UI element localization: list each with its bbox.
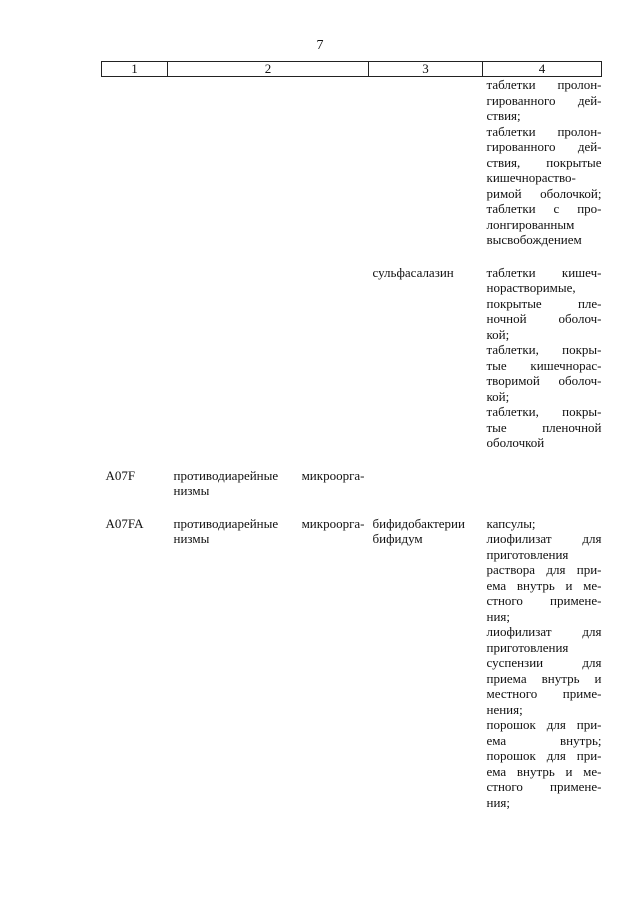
dosage-forms-cell-line: ния; xyxy=(486,608,511,624)
dosage-forms-cell-line: раствора для при- xyxy=(486,562,602,577)
dosage-forms-cell-line: приготовления xyxy=(486,546,569,562)
dosage-forms-cell-line: порошок для при- xyxy=(486,748,602,763)
dosage-forms-cell-line: покрытые пле- xyxy=(486,295,602,311)
atc-group-cell-line: низмы xyxy=(173,531,210,546)
dosage-forms-cell-line: лиофилизат для xyxy=(486,624,602,639)
dosage-forms-cell-line: лонгированным xyxy=(486,216,575,232)
dosage-forms-cell-line: стного примене- xyxy=(486,593,602,608)
table-row xyxy=(102,77,602,248)
dosage-forms-cell-line: приема внутрь и xyxy=(486,670,602,686)
row-spacer xyxy=(102,499,602,516)
dosage-forms-cell-line: кой; xyxy=(486,388,510,404)
drug-name-cell-line: сульфасалазин xyxy=(372,264,454,280)
table-header xyxy=(102,62,602,77)
atc-group-cell xyxy=(168,77,369,248)
dosage-forms-cell-line: гированного дей- xyxy=(486,92,602,108)
row-spacer xyxy=(102,248,602,265)
dosage-forms-cell-line: ема внутрь; xyxy=(486,732,602,748)
row-spacer xyxy=(102,451,602,468)
dosage-forms-cell-line: ствия, покрытые xyxy=(486,154,602,170)
dosage-forms-cell-line: ема внутрь и ме- xyxy=(486,763,602,779)
dosage-forms-cell-line: римой оболочкой; xyxy=(486,185,602,201)
atc-group-cell-line: противодиарейные микроорга- xyxy=(173,467,365,483)
drug-name-cell-line: бифидум xyxy=(372,531,423,546)
table-row xyxy=(102,516,602,811)
dosage-forms-cell-line: кишечнораство- xyxy=(486,170,576,185)
atc-group-cell-line: низмы xyxy=(173,483,210,498)
header-col-2: 2 xyxy=(168,62,369,77)
atc-code-cell xyxy=(102,77,168,248)
atc-code-cell xyxy=(102,265,168,451)
header-col-1: 1 xyxy=(102,62,168,77)
dosage-forms-cell-line: таблетки пролон- xyxy=(486,123,602,139)
dosage-forms-cell xyxy=(483,468,602,499)
dosage-forms-cell-line: нения; xyxy=(486,701,523,717)
atc-code-cell: A07FA xyxy=(105,515,144,531)
table-body xyxy=(102,77,602,811)
dosage-forms-cell-line: стного примене- xyxy=(486,779,602,794)
dosage-forms-cell-line: норастворимые, xyxy=(486,280,576,295)
dosage-forms-cell-line: таблетки, покры- xyxy=(486,404,602,419)
dosage-forms-cell-line: приготовления xyxy=(486,639,569,655)
atc-group-cell-line: противодиарейные микроорга- xyxy=(173,515,365,531)
dosage-forms-cell-line: местного приме- xyxy=(486,686,602,701)
dosage-forms-cell-line: капсулы; xyxy=(486,515,536,531)
drug-name-cell xyxy=(369,516,483,811)
dosage-forms-cell-line: ночной оболоч- xyxy=(486,311,602,326)
dosage-forms-cell-line: лиофилизат для xyxy=(486,531,602,546)
dosage-forms-cell-line: ствия; xyxy=(486,108,521,123)
atc-group-cell xyxy=(168,265,369,451)
atc-group-cell xyxy=(168,516,369,811)
drug-name-cell xyxy=(369,265,483,451)
drug-name-cell xyxy=(369,77,483,248)
drug-name-cell-line: бифидобактерии xyxy=(372,515,465,531)
drug-name-cell xyxy=(369,468,483,499)
dosage-forms-cell-line: тые кишечнорас- xyxy=(486,357,602,373)
atc-code-cell: A07F xyxy=(105,467,136,483)
dosage-forms-cell-line: тые пленочной xyxy=(486,419,602,435)
dosage-forms-cell-line: гированного дей- xyxy=(486,139,602,154)
dosage-forms-cell-line: таблетки кишеч- xyxy=(486,264,602,280)
dosage-forms-cell-line: ния; xyxy=(486,794,511,810)
dosage-forms-cell xyxy=(483,265,602,451)
dosage-forms-cell-line: творимой оболоч- xyxy=(486,373,602,388)
table-row xyxy=(102,468,602,499)
drug-table xyxy=(101,61,602,810)
dosage-forms-cell-line: таблетки пролон- xyxy=(486,77,602,92)
dosage-forms-cell-line: оболочкой xyxy=(486,435,545,450)
table-row xyxy=(102,265,602,451)
dosage-forms-cell-line: порошок для при- xyxy=(486,717,602,732)
header-col-4: 4 xyxy=(483,62,602,77)
dosage-forms-cell xyxy=(483,77,602,248)
dosage-forms-cell-line: таблетки, покры- xyxy=(486,342,602,357)
dosage-forms-cell-line: суспензии для xyxy=(486,655,602,670)
page-number: 7 xyxy=(316,38,324,53)
atc-group-cell xyxy=(168,468,369,499)
dosage-forms-cell xyxy=(483,516,602,811)
header-col-3: 3 xyxy=(369,62,483,77)
dosage-forms-cell-line: высвобождением xyxy=(486,232,582,247)
dosage-forms-cell-line: ема внутрь и ме- xyxy=(486,577,602,593)
dosage-forms-cell-line: таблетки с про- xyxy=(486,201,602,216)
dosage-forms-cell-line: кой; xyxy=(486,326,510,342)
